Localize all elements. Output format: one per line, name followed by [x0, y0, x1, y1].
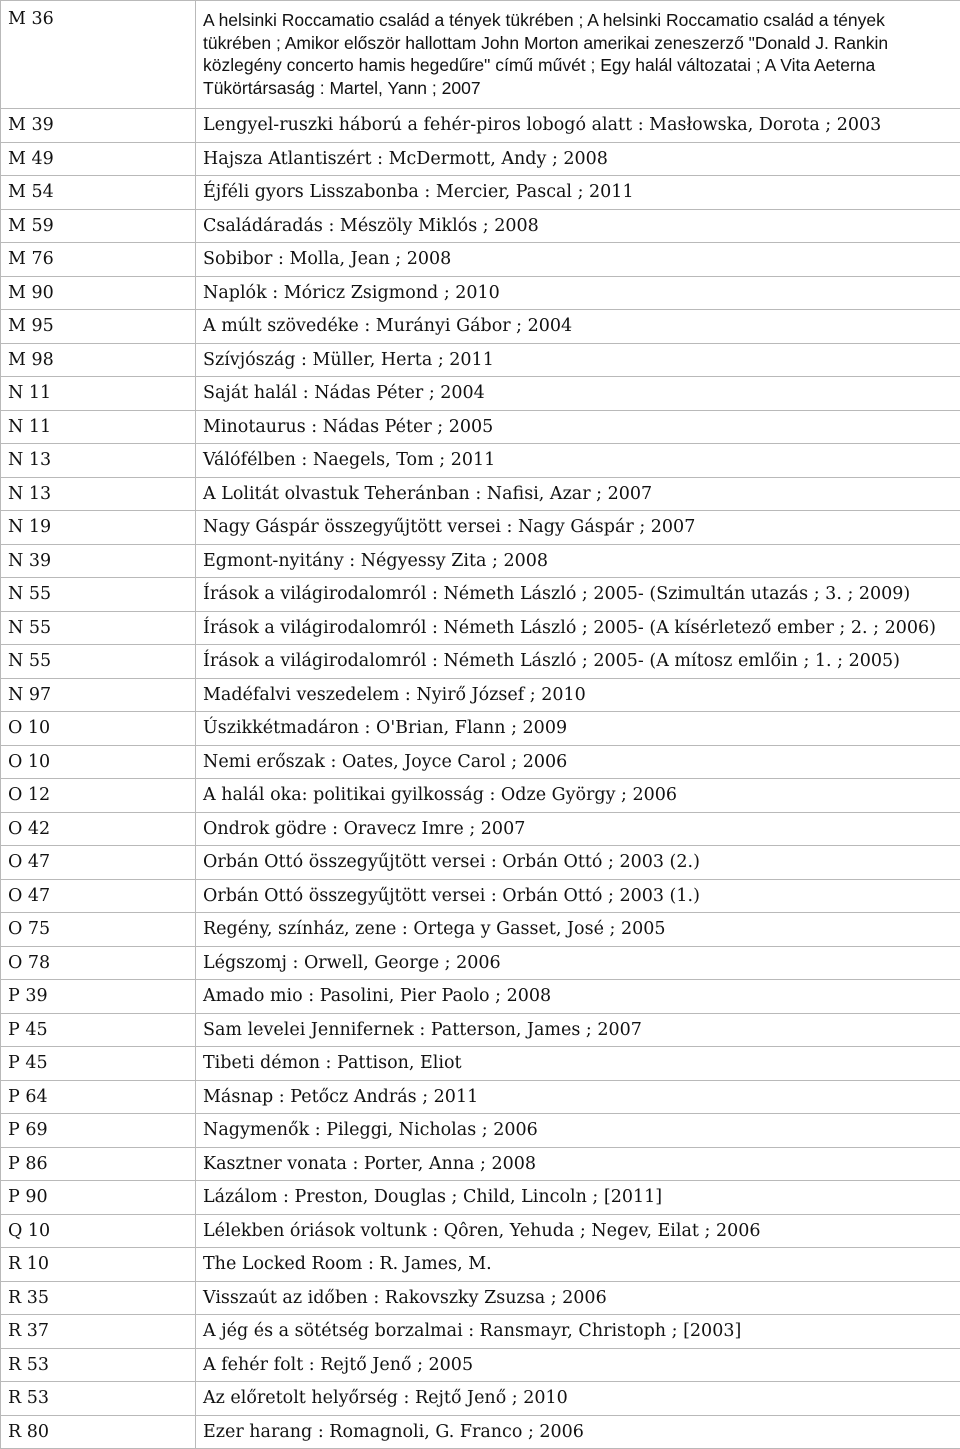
title-author-cell: A helsinki Roccamatio család a tények tükrében ; A helsinki Roccamatio család a tények tükrében ; Amikor először hallottam John Morton amerikai zeneszerző "Donald J. Rankin közlegény concerto hamis hegedűre" című művét ; Egy halál változatai ; A Vita Aeterna Tükörtársaság : Martel, Yann ; 2007 — [196, 1, 960, 109]
table-row — [1, 578, 960, 612]
call-number-cell: R 80 — [1, 1415, 196, 1449]
table-row — [1, 1147, 960, 1181]
call-number-cell: O 47 — [1, 879, 196, 913]
title-author-cell: Az előretolt helyőrség : Rejtő Jenő ; 2010 — [196, 1382, 960, 1416]
title-author-cell: Ondrok gödre : Oravecz Imre ; 2007 — [196, 812, 960, 846]
title-author-cell: Naplók : Móricz Zsigmond ; 2010 — [196, 276, 960, 310]
catalog-body — [1, 1, 960, 1449]
title-author-cell: Hajsza Atlantiszért : McDermott, Andy ; 2008 — [196, 142, 960, 176]
title-author-cell: A Lolitát olvastuk Teheránban : Nafisi, Azar ; 2007 — [196, 477, 960, 511]
call-number-cell: N 11 — [1, 377, 196, 411]
call-number-cell: N 39 — [1, 544, 196, 578]
title-author-cell: Nagy Gáspár összegyűjtött versei : Nagy Gáspár ; 2007 — [196, 511, 960, 545]
call-number-cell: Q 10 — [1, 1214, 196, 1248]
call-number-cell: P 45 — [1, 1013, 196, 1047]
call-number-cell: N 55 — [1, 645, 196, 679]
title-author-cell: Lengyel-ruszki háború a fehér-piros lobogó alatt : Masłowska, Dorota ; 2003 — [196, 109, 960, 143]
title-author-cell: Minotaurus : Nádas Péter ; 2005 — [196, 410, 960, 444]
table-row — [1, 243, 960, 277]
call-number-cell: O 42 — [1, 812, 196, 846]
table-row — [1, 1248, 960, 1282]
title-author-cell: Ezer harang : Romagnoli, G. Franco ; 2006 — [196, 1415, 960, 1449]
table-row — [1, 176, 960, 210]
table-row — [1, 745, 960, 779]
call-number-cell: O 78 — [1, 946, 196, 980]
table-row — [1, 1382, 960, 1416]
table-row — [1, 1, 960, 109]
table-row — [1, 1315, 960, 1349]
call-number-cell: R 10 — [1, 1248, 196, 1282]
call-number-cell: N 55 — [1, 578, 196, 612]
title-author-cell: Lázálom : Preston, Douglas ; Child, Lincoln ; [2011] — [196, 1181, 960, 1215]
title-author-cell: Sam levelei Jennifernek : Patterson, James ; 2007 — [196, 1013, 960, 1047]
table-row — [1, 1214, 960, 1248]
title-author-cell: A fehér folt : Rejtő Jenő ; 2005 — [196, 1348, 960, 1382]
table-row — [1, 1181, 960, 1215]
call-number-cell: O 12 — [1, 779, 196, 813]
table-row — [1, 444, 960, 478]
title-author-cell: Kasztner vonata : Porter, Anna ; 2008 — [196, 1147, 960, 1181]
table-row — [1, 812, 960, 846]
title-author-cell: Légszomj : Orwell, George ; 2006 — [196, 946, 960, 980]
call-number-cell: R 35 — [1, 1281, 196, 1315]
table-row — [1, 142, 960, 176]
title-author-cell: A halál oka: politikai gyilkosság : Odze György ; 2006 — [196, 779, 960, 813]
title-author-cell: Amado mio : Pasolini, Pier Paolo ; 2008 — [196, 980, 960, 1014]
table-row — [1, 1080, 960, 1114]
title-author-cell: Írások a világirodalomról : Németh László ; 2005- (Szimultán utazás ; 3. ; 2009) — [196, 578, 960, 612]
title-author-cell: Visszaút az időben : Rakovszky Zsuzsa ; 2006 — [196, 1281, 960, 1315]
call-number-cell: R 37 — [1, 1315, 196, 1349]
title-author-cell: Írások a világirodalomról : Németh László ; 2005- (A kísérletező ember ; 2. ; 2006) — [196, 611, 960, 645]
table-row — [1, 946, 960, 980]
table-row — [1, 846, 960, 880]
table-row — [1, 645, 960, 679]
table-row — [1, 913, 960, 947]
table-row — [1, 1415, 960, 1449]
table-row — [1, 611, 960, 645]
table-row — [1, 1281, 960, 1315]
table-row — [1, 779, 960, 813]
table-row — [1, 209, 960, 243]
call-number-cell: M 95 — [1, 310, 196, 344]
call-number-cell: M 54 — [1, 176, 196, 210]
call-number-cell: N 19 — [1, 511, 196, 545]
call-number-cell: M 36 — [1, 1, 196, 109]
title-author-cell: Családáradás : Mészöly Miklós ; 2008 — [196, 209, 960, 243]
table-row — [1, 678, 960, 712]
title-author-cell: Úszikkétmadáron : O'Brian, Flann ; 2009 — [196, 712, 960, 746]
call-number-cell: M 59 — [1, 209, 196, 243]
table-row — [1, 712, 960, 746]
table-row — [1, 310, 960, 344]
call-number-cell: N 13 — [1, 477, 196, 511]
title-author-cell: Madéfalvi veszedelem : Nyirő József ; 2010 — [196, 678, 960, 712]
call-number-cell: P 90 — [1, 1181, 196, 1215]
call-number-cell: O 47 — [1, 846, 196, 880]
call-number-cell: P 69 — [1, 1114, 196, 1148]
table-row — [1, 343, 960, 377]
table-row — [1, 879, 960, 913]
title-author-cell: Saját halál : Nádas Péter ; 2004 — [196, 377, 960, 411]
title-author-cell: The Locked Room : R. James, M. — [196, 1248, 960, 1282]
call-number-cell: N 97 — [1, 678, 196, 712]
table-row — [1, 1013, 960, 1047]
title-author-cell: Tibeti démon : Pattison, Eliot — [196, 1047, 960, 1081]
title-author-cell: Nemi erőszak : Oates, Joyce Carol ; 2006 — [196, 745, 960, 779]
title-author-cell: A jég és a sötétség borzalmai : Ransmayr, Christoph ; [2003] — [196, 1315, 960, 1349]
table-row — [1, 109, 960, 143]
call-number-cell: M 76 — [1, 243, 196, 277]
call-number-cell: M 49 — [1, 142, 196, 176]
call-number-cell: N 55 — [1, 611, 196, 645]
call-number-cell: M 98 — [1, 343, 196, 377]
table-row — [1, 1114, 960, 1148]
call-number-cell: O 10 — [1, 712, 196, 746]
title-author-cell: Írások a világirodalomról : Németh László ; 2005- (A mítosz emlőin ; 1. ; 2005) — [196, 645, 960, 679]
call-number-cell: R 53 — [1, 1348, 196, 1382]
title-author-cell: Éjféli gyors Lisszabonba : Mercier, Pascal ; 2011 — [196, 176, 960, 210]
table-row — [1, 1047, 960, 1081]
table-row — [1, 410, 960, 444]
table-row — [1, 544, 960, 578]
call-number-cell: R 53 — [1, 1382, 196, 1416]
title-author-cell: Másnap : Petőcz András ; 2011 — [196, 1080, 960, 1114]
table-row — [1, 276, 960, 310]
call-number-cell: O 75 — [1, 913, 196, 947]
table-row — [1, 377, 960, 411]
title-author-cell: Szívjószág : Müller, Herta ; 2011 — [196, 343, 960, 377]
call-number-cell: M 90 — [1, 276, 196, 310]
call-number-cell: P 39 — [1, 980, 196, 1014]
title-author-cell: A múlt szövedéke : Murányi Gábor ; 2004 — [196, 310, 960, 344]
call-number-cell: N 13 — [1, 444, 196, 478]
title-author-cell: Regény, színház, zene : Ortega y Gasset, José ; 2005 — [196, 913, 960, 947]
call-number-cell: P 45 — [1, 1047, 196, 1081]
call-number-cell: P 64 — [1, 1080, 196, 1114]
table-row — [1, 1348, 960, 1382]
call-number-cell: O 10 — [1, 745, 196, 779]
table-row — [1, 511, 960, 545]
call-number-cell: P 86 — [1, 1147, 196, 1181]
title-author-cell: Egmont-nyitány : Négyessy Zita ; 2008 — [196, 544, 960, 578]
call-number-cell: N 11 — [1, 410, 196, 444]
title-author-cell: Válófélben : Naegels, Tom ; 2011 — [196, 444, 960, 478]
title-author-cell: Orbán Ottó összegyűjtött versei : Orbán Ottó ; 2003 (1.) — [196, 879, 960, 913]
table-row — [1, 980, 960, 1014]
title-author-cell: Nagymenők : Pileggi, Nicholas ; 2006 — [196, 1114, 960, 1148]
title-author-cell: Orbán Ottó összegyűjtött versei : Orbán Ottó ; 2003 (2.) — [196, 846, 960, 880]
call-number-cell: M 39 — [1, 109, 196, 143]
title-author-cell: Lélekben óriások voltunk : Qôren, Yehuda ; Negev, Eilat ; 2006 — [196, 1214, 960, 1248]
table-row — [1, 477, 960, 511]
title-author-cell: Sobibor : Molla, Jean ; 2008 — [196, 243, 960, 277]
